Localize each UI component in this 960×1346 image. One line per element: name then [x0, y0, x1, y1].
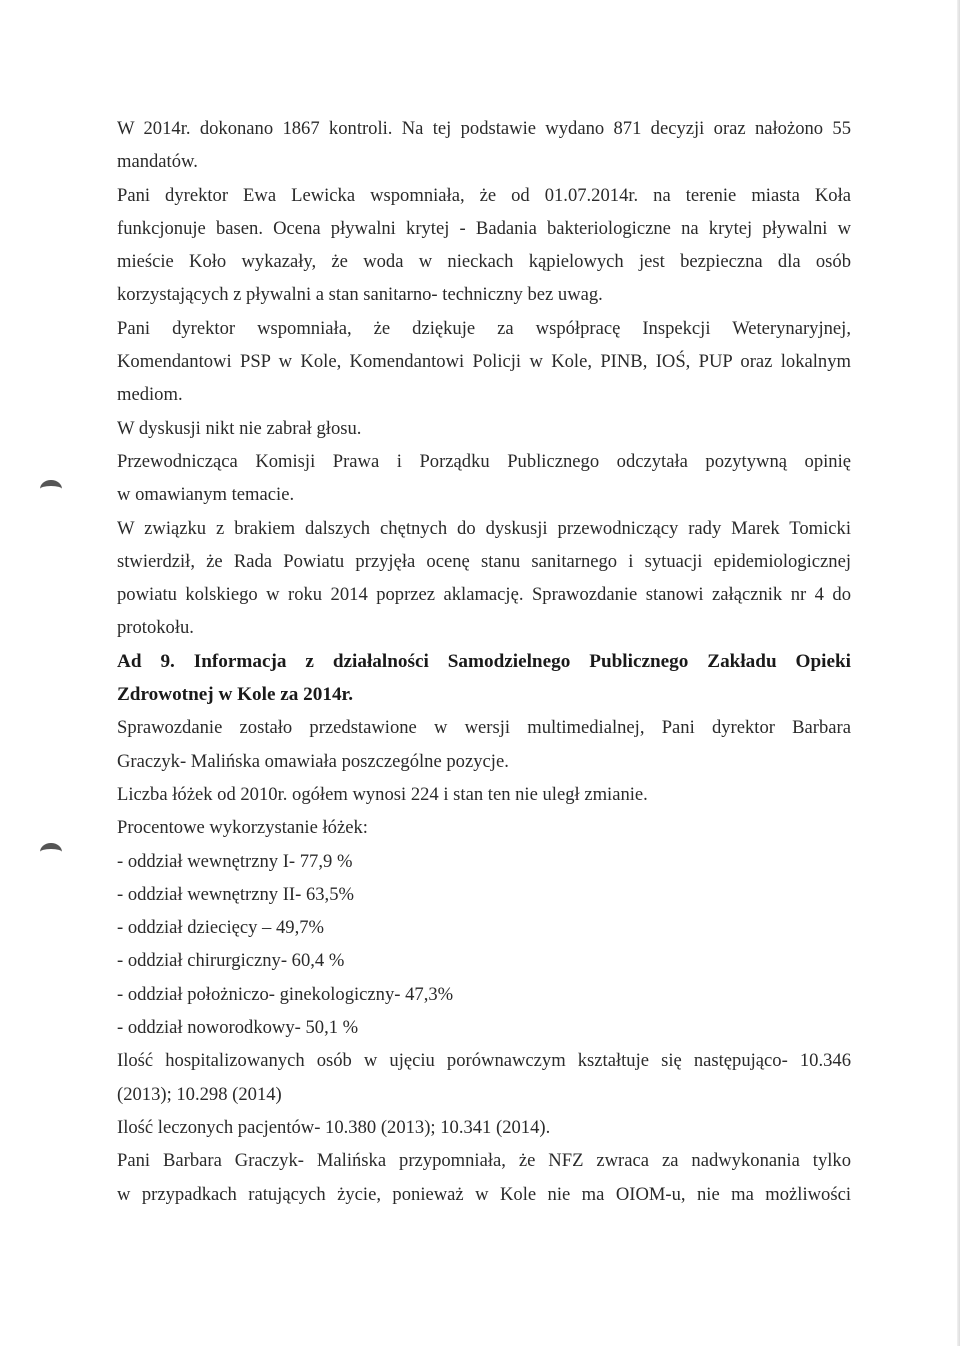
list-item: - oddział wewnętrzny I- 77,9 % [117, 850, 353, 872]
list-item: - oddział dziecięcy – 49,7% [117, 917, 325, 939]
text-line: powiatu kolskiego w roku 2014 poprzez aklamację. Sprawozdanie stanowi załącznik nr 4 do [117, 584, 851, 606]
text-line: Ilość leczonych pacjentów- 10.380 (2013); 10.341 (2014). [117, 1116, 551, 1138]
list-item: - oddział chirurgiczny- 60,4 % [117, 950, 345, 972]
text-line: Komendantowi PSP w Kole, Komendantowi Policji w Kole, PINB, IOŚ, PUP oraz lokalnym [117, 351, 851, 373]
text-line: Ilość hospitalizowanych osób w ujęciu porównawczym kształtuje się następująco- 10.346 [117, 1050, 851, 1072]
text-line: w omawianym temacie. [117, 484, 295, 506]
text-line: Graczyk- Malińska omawiała poszczególne pozycje. [117, 750, 509, 772]
text-line: korzystających z pływalni a stan sanitarno- techniczny bez uwag. [117, 284, 603, 306]
punch-hole-mark-upper [40, 480, 62, 498]
text-line: W związku z brakiem dalszych chętnych do dyskusji przewodniczący rady Marek Tomicki [117, 517, 851, 539]
text-line: Pani dyrektor Ewa Lewicka wspomniała, że od 01.07.2014r. na terenie miasta Koła [117, 184, 851, 206]
document-body [117, 112, 851, 1211]
text-line: Pani dyrektor wspomniała, że dziękuje za współpracę Inspekcji Weterynaryjnej, [117, 317, 851, 339]
text-line: Sprawozdanie zostało przedstawione w wersji multimedialnej, Pani dyrektor Barbara [117, 717, 851, 739]
text-line: mieście Koło wykazały, że woda w nieckach kąpielowych jest bezpieczna dla osób [117, 251, 851, 273]
text-line: (2013); 10.298 (2014) [117, 1083, 282, 1105]
text-line: Liczba łóżek od 2010r. ogółem wynosi 224 i stan ten nie uległ zmianie. [117, 783, 648, 805]
text-line: protokołu. [117, 617, 194, 639]
list-item: - oddział wewnętrzny II- 63,5% [117, 883, 354, 905]
text-line: Pani Barbara Graczyk- Malińska przypomniała, że NFZ zwraca za nadwykonania tylko [117, 1150, 851, 1172]
section-heading: Ad 9. Informacja z działalności Samodzielnego Publicznego Zakładu Opieki [117, 650, 851, 672]
text-line: mandatów. [117, 151, 198, 173]
list-item: - oddział noworodkowy- 50,1 % [117, 1017, 359, 1039]
list-item: - oddział położniczo- ginekologiczny- 47,3% [117, 983, 454, 1005]
text-line: funkcjonuje basen. Ocena pływalni krytej - Badania bakteriologiczne na krytej pływalni w [117, 217, 851, 239]
text-line: Przewodnicząca Komisji Prawa i Porządku Publicznego odczytała pozytywną opinię [117, 450, 851, 472]
punch-hole-mark-lower [40, 843, 62, 861]
text-line: W dyskusji nikt nie zabrał głosu. [117, 417, 362, 439]
text-line: W 2014r. dokonano 1867 kontroli. Na tej podstawie wydano 871 decyzji oraz nałożono 55 [117, 118, 851, 139]
section-heading-cont: Zdrowotnej w Kole za 2014r. [117, 684, 354, 706]
text-line: mediom. [117, 384, 183, 406]
text-line: Procentowe wykorzystanie łóżek: [117, 817, 368, 839]
text-line: stwierdził, że Rada Powiatu przyjęła ocenę stanu sanitarnego i sytuacji epidemiologicznej [117, 550, 851, 572]
text-line: w przypadkach ratujących życie, ponieważ w Kole nie ma OIOM-u, nie ma możliwości [117, 1183, 851, 1205]
